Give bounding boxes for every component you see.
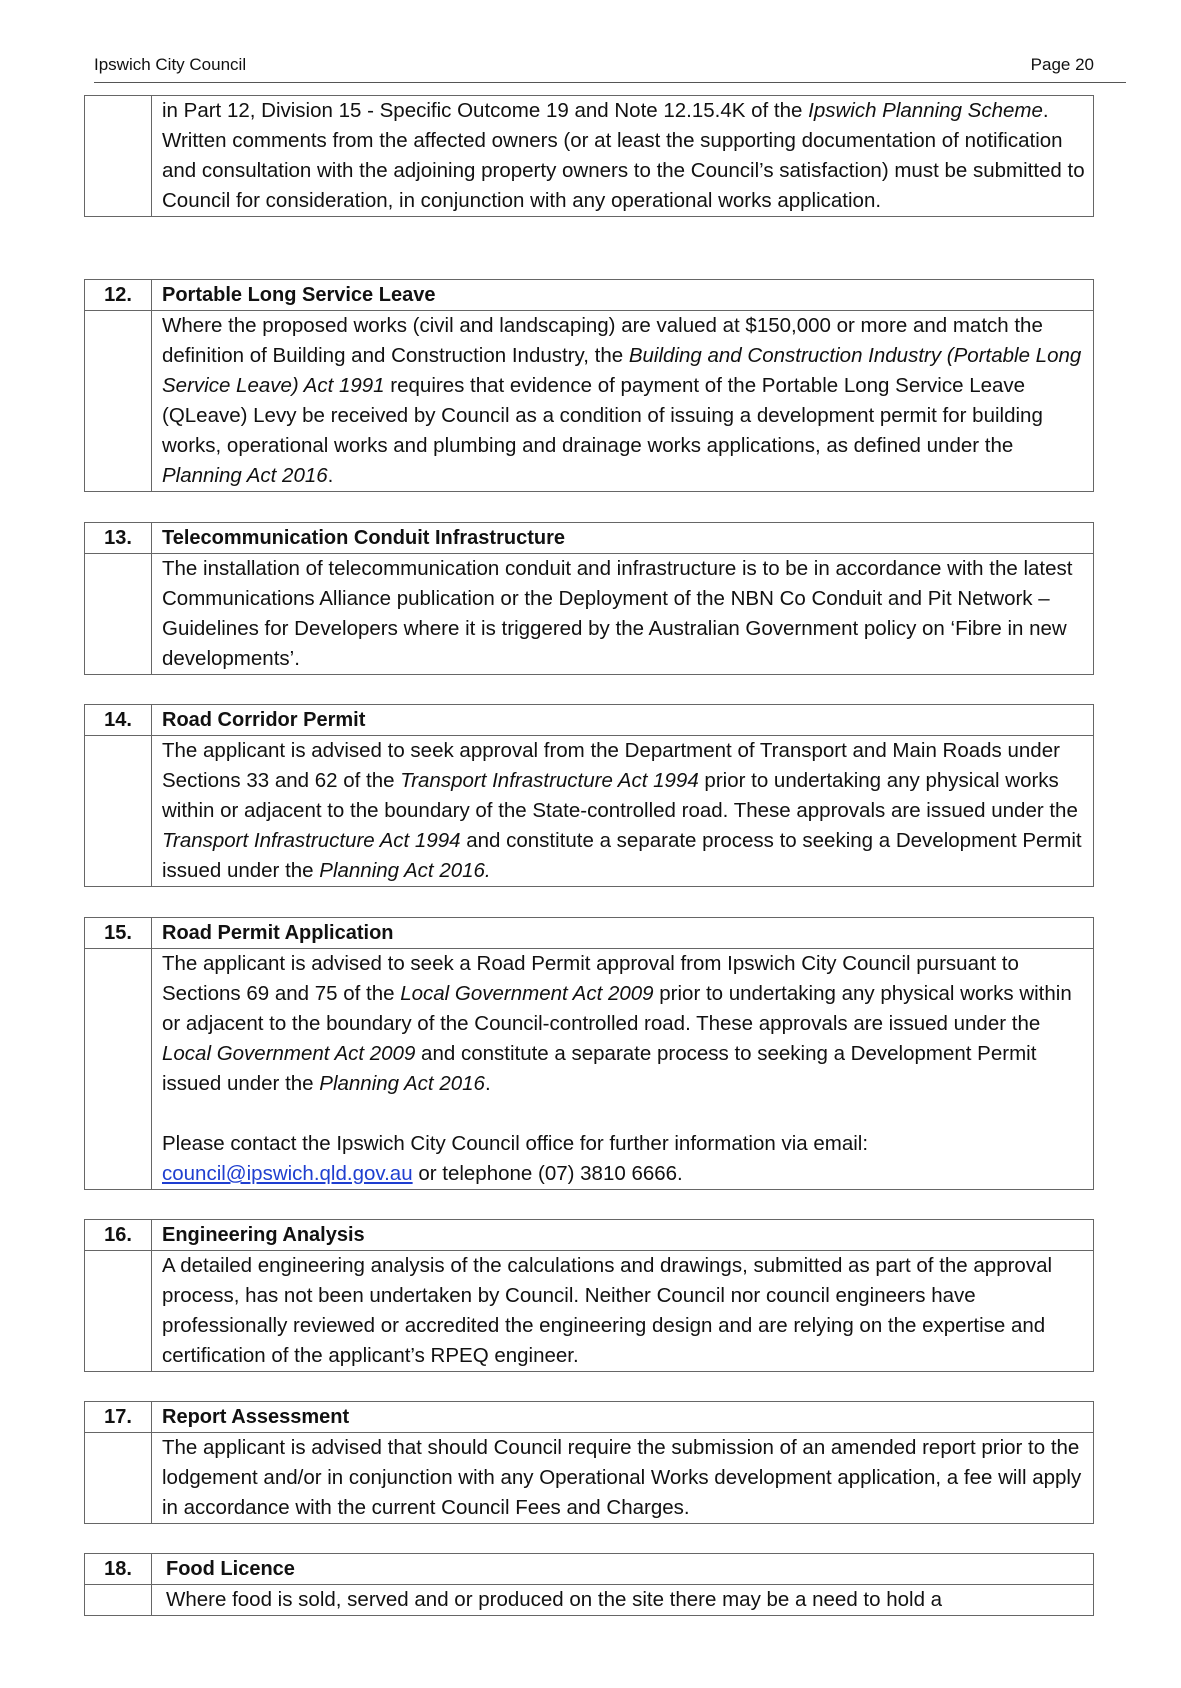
condition-text: Where food is sold, served and or produced on the site there may be a need to hold a — [152, 1585, 1094, 1616]
condition-number: 15. — [85, 918, 152, 949]
condition-number: 17. — [85, 1402, 152, 1433]
condition-title: Telecommunication Conduit Infrastructure — [152, 523, 1094, 554]
condition-15 — [84, 917, 1094, 1190]
condition-13 — [84, 522, 1094, 675]
empty-number-cell — [85, 311, 152, 492]
condition-title: Report Assessment — [152, 1402, 1094, 1433]
council-email-link[interactable]: council@ipswich.qld.gov.au — [162, 1162, 413, 1185]
header-page-number: Page 20 — [1030, 55, 1094, 74]
condition-12 — [84, 279, 1094, 492]
condition-title: Road Corridor Permit — [152, 705, 1094, 736]
continued-condition-block — [84, 95, 1094, 217]
condition-title: Engineering Analysis — [152, 1220, 1094, 1251]
condition-title: Road Permit Application — [152, 918, 1094, 949]
condition-number: 13. — [85, 523, 152, 554]
empty-number-cell — [85, 96, 152, 217]
empty-number-cell — [85, 554, 152, 675]
empty-number-cell — [85, 949, 152, 1190]
condition-text: The applicant is advised to seek approval from the Department of Transport and Main Roads under Sections 33 and 62 of the Transport Infrastructure Act 1994 prior to undertaking any physical works within or adjacent to the boundary of the State-controlled road. These approvals are issued under the Transport Infrastructure Act 1994 and constitute a separate process to seeking a Development Permit issued under the Planning Act 2016. — [152, 736, 1094, 887]
empty-number-cell — [85, 1251, 152, 1372]
condition-text: The installation of telecommunication conduit and infrastructure is to be in accordance with the latest Communications Alliance publication or the Deployment of the NBN Co Conduit and Pit Network – Guidelines for Developers where it is triggered by the Australian Government policy on ‘Fibre in new developments’. — [152, 554, 1094, 675]
condition-14 — [84, 704, 1094, 887]
empty-number-cell — [85, 1585, 152, 1616]
condition-text: The applicant is advised to seek a Road Permit approval from Ipswich City Council pursuant to Sections 69 and 75 of the Local Government Act 2009 prior to undertaking any physical works within or adjacent to the boundary of the Council-controlled road. These approvals are issued under the Local Government Act 2009 and constitute a separate process to seeking a Development Permit issued under the Planning Act 2016. Please contact the Ipswich City Council office for further information via email: council@ipswich.qld.gov.au or telephone (07) 3810 6666. — [152, 949, 1094, 1190]
condition-number: 16. — [85, 1220, 152, 1251]
empty-number-cell — [85, 736, 152, 887]
condition-17 — [84, 1401, 1094, 1524]
continued-condition-text: in Part 12, Division 15 - Specific Outcome 19 and Note 12.15.4K of the Ipswich Planning Scheme. Written comments from the affected owners (or at least the supporting documentation of notification and consultation with the adjoining property owners to the Council’s satisfaction) must be submitted to Council for consideration, in conjunction with any operational works application. — [152, 96, 1094, 217]
page-header — [94, 52, 1126, 83]
condition-title: Food Licence — [152, 1554, 1094, 1585]
condition-18 — [84, 1553, 1094, 1616]
condition-text: A detailed engineering analysis of the calculations and drawings, submitted as part of the approval process, has not been undertaken by Council. Neither Council nor council engineers have professionally reviewed or accredited the engineering design and are relying on the expertise and certification of the applicant’s RPEQ engineer. — [152, 1251, 1094, 1372]
condition-number: 14. — [85, 705, 152, 736]
header-organisation: Ipswich City Council — [94, 55, 247, 74]
condition-text: Where the proposed works (civil and landscaping) are valued at $150,000 or more and match the definition of Building and Construction Industry, the Building and Construction Industry (Portable Long Service Leave) Act 1991 requires that evidence of payment of the Portable Long Service Leave (QLeave) Levy be received by Council as a condition of issuing a development permit for building works, operational works and plumbing and drainage works applications, as defined under the Planning Act 2016. — [152, 311, 1094, 492]
condition-number: 18. — [85, 1554, 152, 1585]
condition-text: The applicant is advised that should Council require the submission of an amended report prior to the lodgement and/or in conjunction with any Operational Works development application, a fee will apply in accordance with the current Council Fees and Charges. — [152, 1433, 1094, 1524]
empty-number-cell — [85, 1433, 152, 1524]
condition-number: 12. — [85, 280, 152, 311]
condition-16 — [84, 1219, 1094, 1372]
condition-title: Portable Long Service Leave — [152, 280, 1094, 311]
